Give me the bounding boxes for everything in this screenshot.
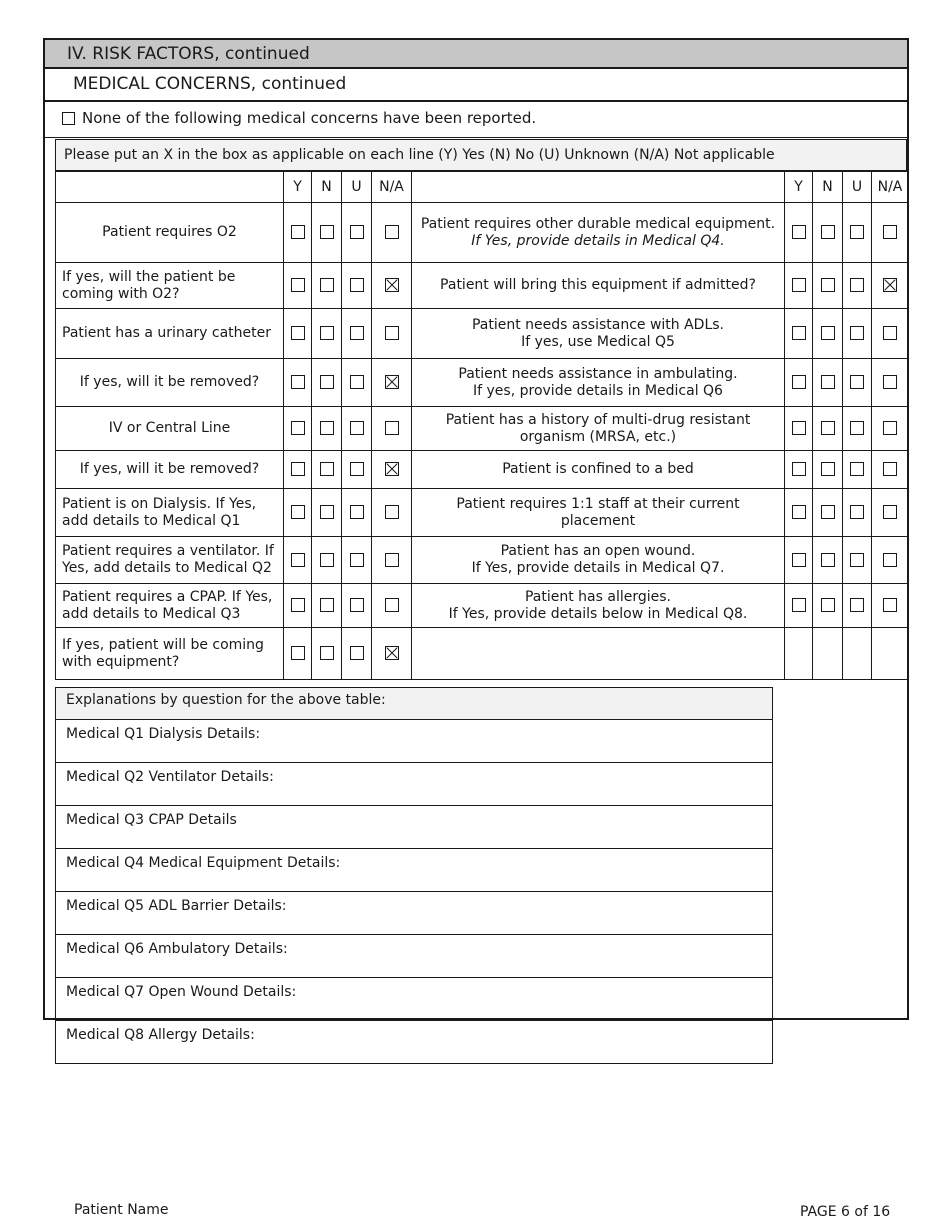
answer-checkbox[interactable] bbox=[850, 375, 864, 389]
answer-checkbox[interactable] bbox=[385, 646, 399, 660]
checkbox-cell bbox=[785, 451, 813, 489]
explanation-field[interactable]: Medical Q1 Dialysis Details: bbox=[56, 720, 773, 763]
instructions: Please put an X in the box as applicable on each line (Y) Yes (N) No (U) Unknown (N/A) Not applicable bbox=[55, 139, 907, 171]
checkbox-cell bbox=[312, 537, 342, 584]
answer-checkbox[interactable] bbox=[350, 505, 364, 519]
checkbox-cell bbox=[284, 203, 312, 263]
checkbox-cell bbox=[843, 584, 872, 628]
answer-checkbox[interactable] bbox=[385, 505, 399, 519]
subsection-title: MEDICAL CONCERNS, continued bbox=[45, 69, 907, 102]
row-label-right bbox=[412, 584, 785, 628]
explanation-field[interactable]: Medical Q7 Open Wound Details: bbox=[56, 978, 773, 1021]
answer-checkbox[interactable] bbox=[821, 326, 835, 340]
answer-checkbox[interactable] bbox=[850, 421, 864, 435]
answer-checkbox[interactable] bbox=[792, 421, 806, 435]
checkbox-cell bbox=[813, 451, 843, 489]
checkbox-cell bbox=[843, 451, 872, 489]
answer-checkbox[interactable] bbox=[385, 421, 399, 435]
answer-checkbox[interactable] bbox=[850, 553, 864, 567]
row-label-left: IV or Central Line bbox=[56, 407, 284, 451]
answer-checkbox[interactable] bbox=[291, 462, 305, 476]
header-col-right: N/A bbox=[872, 172, 909, 203]
checkbox-cell bbox=[372, 407, 412, 451]
row-label-left: Patient is on Dialysis. If Yes, add details to Medical Q1 bbox=[56, 489, 284, 537]
answer-checkbox[interactable] bbox=[850, 326, 864, 340]
checkbox-cell bbox=[312, 203, 342, 263]
checkbox-cell bbox=[312, 359, 342, 407]
checkbox-cell bbox=[785, 537, 813, 584]
checkbox-cell bbox=[342, 203, 372, 263]
table-row bbox=[56, 584, 909, 628]
answer-checkbox[interactable] bbox=[850, 278, 864, 292]
checkbox-cell bbox=[813, 263, 843, 309]
answer-checkbox[interactable] bbox=[320, 505, 334, 519]
checkbox-cell bbox=[785, 359, 813, 407]
table-row bbox=[56, 263, 909, 309]
checkbox-cell bbox=[342, 263, 372, 309]
table-row bbox=[56, 309, 909, 359]
answer-checkbox[interactable] bbox=[883, 326, 897, 340]
row-question: Patient needs assistance with ADLs. bbox=[471, 316, 725, 333]
row-note: If yes, provide details in Medical Q6 bbox=[473, 382, 723, 399]
answer-checkbox[interactable] bbox=[385, 326, 399, 340]
checkbox-cell bbox=[843, 263, 872, 309]
row-label-right bbox=[412, 309, 785, 359]
answer-checkbox[interactable] bbox=[385, 598, 399, 612]
row-label-right bbox=[412, 489, 785, 537]
explanation-row bbox=[56, 720, 773, 763]
checkbox-cell bbox=[813, 584, 843, 628]
row-note: If Yes, provide details in Medical Q4. bbox=[471, 232, 725, 249]
row-label-left: Patient requires a CPAP. If Yes, add details to Medical Q3 bbox=[56, 584, 284, 628]
answer-checkbox[interactable] bbox=[350, 375, 364, 389]
answer-checkbox[interactable] bbox=[291, 326, 305, 340]
row-question: Patient needs assistance in ambulating. bbox=[458, 365, 738, 382]
none-reported-label: None of the following medical concerns have been reported. bbox=[82, 109, 537, 127]
answer-checkbox[interactable] bbox=[320, 375, 334, 389]
checkbox-cell bbox=[284, 309, 312, 359]
checkbox-cell bbox=[872, 407, 909, 451]
none-reported-row bbox=[45, 102, 907, 138]
row-question: Patient has an open wound. bbox=[500, 543, 696, 559]
answer-checkbox[interactable] bbox=[320, 462, 334, 476]
checkbox-cell bbox=[312, 584, 342, 628]
answer-checkbox[interactable] bbox=[850, 505, 864, 519]
answer-checkbox[interactable] bbox=[850, 462, 864, 476]
checkbox-cell bbox=[342, 359, 372, 407]
row-label-left: If yes, will it be removed? bbox=[56, 451, 284, 489]
row-label-right bbox=[412, 537, 785, 584]
checkbox-cell bbox=[342, 584, 372, 628]
header-col-right: N bbox=[813, 172, 843, 203]
answer-checkbox[interactable] bbox=[850, 225, 864, 239]
answer-checkbox[interactable] bbox=[350, 462, 364, 476]
answer-checkbox[interactable] bbox=[883, 375, 897, 389]
checkbox-cell bbox=[813, 203, 843, 263]
row-label-right bbox=[412, 451, 785, 489]
answer-checkbox[interactable] bbox=[291, 225, 305, 239]
checkbox-cell bbox=[342, 407, 372, 451]
answer-checkbox[interactable] bbox=[792, 225, 806, 239]
checkbox-cell bbox=[785, 309, 813, 359]
row-label-right bbox=[412, 203, 785, 263]
explanation-row bbox=[56, 849, 773, 892]
answer-checkbox[interactable] bbox=[821, 598, 835, 612]
explanation-row bbox=[56, 806, 773, 849]
table-row bbox=[56, 628, 909, 680]
answer-checkbox[interactable] bbox=[792, 462, 806, 476]
table-row bbox=[56, 537, 909, 584]
row-question: Patient has allergies. bbox=[524, 588, 671, 605]
answer-checkbox[interactable] bbox=[291, 598, 305, 612]
checkbox-cell bbox=[312, 263, 342, 309]
answer-checkbox[interactable] bbox=[291, 375, 305, 389]
row-label-right bbox=[412, 407, 785, 451]
answer-checkbox[interactable] bbox=[821, 225, 835, 239]
checkbox-cell bbox=[342, 628, 372, 680]
answer-checkbox[interactable] bbox=[320, 225, 334, 239]
row-question: Patient will bring this equipment if admitted? bbox=[440, 277, 756, 293]
answer-checkbox[interactable] bbox=[350, 278, 364, 292]
checkbox-cell bbox=[284, 628, 312, 680]
checkbox-cell bbox=[843, 359, 872, 407]
checkbox-cell bbox=[284, 359, 312, 407]
answer-checkbox[interactable] bbox=[883, 225, 897, 239]
checkbox-cell bbox=[372, 628, 412, 680]
checkbox-cell bbox=[284, 263, 312, 309]
answer-checkbox[interactable] bbox=[821, 375, 835, 389]
explanation-row bbox=[56, 978, 773, 1021]
checkbox-cell bbox=[813, 537, 843, 584]
answer-checkbox[interactable] bbox=[320, 646, 334, 660]
answer-checkbox[interactable] bbox=[883, 505, 897, 519]
answer-checkbox[interactable] bbox=[792, 278, 806, 292]
empty-cell bbox=[813, 628, 843, 680]
section-title: IV. RISK FACTORS, continued bbox=[45, 40, 907, 69]
checkbox-cell bbox=[785, 263, 813, 309]
checkbox-cell bbox=[284, 451, 312, 489]
answer-checkbox[interactable] bbox=[385, 225, 399, 239]
checkbox-cell bbox=[843, 537, 872, 584]
checkbox-cell bbox=[342, 489, 372, 537]
explanation-field[interactable]: Medical Q2 Ventilator Details: bbox=[56, 763, 773, 806]
answer-checkbox[interactable] bbox=[385, 553, 399, 567]
answer-checkbox[interactable] bbox=[821, 505, 835, 519]
checkbox-cell bbox=[372, 359, 412, 407]
checkbox-cell bbox=[843, 309, 872, 359]
row-note: If yes, use Medical Q5 bbox=[521, 333, 675, 350]
answer-checkbox[interactable] bbox=[792, 375, 806, 389]
row-label-left: Patient has a urinary catheter bbox=[56, 309, 284, 359]
checkbox-cell bbox=[312, 407, 342, 451]
row-question: Patient is confined to a bed bbox=[502, 461, 694, 477]
header-blank-left bbox=[56, 172, 284, 203]
checkbox-cell bbox=[872, 203, 909, 263]
explanation-row bbox=[56, 935, 773, 978]
table-row bbox=[56, 407, 909, 451]
answer-checkbox[interactable] bbox=[350, 225, 364, 239]
medical-concerns-table bbox=[55, 171, 909, 680]
checkbox-cell bbox=[813, 309, 843, 359]
answer-checkbox[interactable] bbox=[320, 278, 334, 292]
checkbox-cell bbox=[372, 309, 412, 359]
answer-checkbox[interactable] bbox=[385, 375, 399, 389]
empty-cell bbox=[843, 628, 872, 680]
explanation-field[interactable]: Medical Q8 Allergy Details: bbox=[56, 1021, 773, 1064]
checkbox-cell bbox=[843, 407, 872, 451]
table-row bbox=[56, 359, 909, 407]
checkbox-cell bbox=[785, 407, 813, 451]
row-label-left: If yes, will the patient be coming with O2? bbox=[56, 263, 284, 309]
header-col-left: N/A bbox=[372, 172, 412, 203]
row-label-right bbox=[412, 263, 785, 309]
explanations-header: Explanations by question for the above table: bbox=[56, 688, 773, 720]
checkbox-cell bbox=[813, 359, 843, 407]
checkbox-cell bbox=[785, 584, 813, 628]
row-label-left: Patient requires a ventilator. If Yes, add details to Medical Q2 bbox=[56, 537, 284, 584]
checkbox-cell bbox=[785, 203, 813, 263]
answer-checkbox[interactable] bbox=[385, 462, 399, 476]
row-label-right bbox=[412, 359, 785, 407]
explanation-row bbox=[56, 892, 773, 935]
header-col-left: N bbox=[312, 172, 342, 203]
patient-name-label: Patient Name bbox=[74, 1202, 169, 1218]
answer-checkbox[interactable] bbox=[350, 553, 364, 567]
checkbox-cell bbox=[813, 407, 843, 451]
answer-checkbox[interactable] bbox=[320, 553, 334, 567]
answer-checkbox[interactable] bbox=[320, 421, 334, 435]
checkbox-cell bbox=[372, 584, 412, 628]
header-col-left: U bbox=[342, 172, 372, 203]
answer-checkbox[interactable] bbox=[350, 646, 364, 660]
row-question: Patient has a history of multi-drug resistant organism (MRSA, etc.) bbox=[445, 411, 751, 445]
checkbox-cell bbox=[372, 451, 412, 489]
answer-checkbox[interactable] bbox=[291, 421, 305, 435]
explanation-field[interactable]: Medical Q4 Medical Equipment Details: bbox=[56, 849, 773, 892]
checkbox-cell bbox=[872, 451, 909, 489]
answer-checkbox[interactable] bbox=[792, 326, 806, 340]
answer-checkbox[interactable] bbox=[883, 278, 897, 292]
empty-cell bbox=[412, 628, 785, 680]
header-blank-right bbox=[412, 172, 785, 203]
column-header-row bbox=[56, 172, 909, 203]
checkbox-cell bbox=[813, 489, 843, 537]
answer-checkbox[interactable] bbox=[821, 462, 835, 476]
page-number: PAGE 6 of 16 bbox=[800, 1204, 891, 1220]
answer-checkbox[interactable] bbox=[350, 598, 364, 612]
answer-checkbox[interactable] bbox=[385, 278, 399, 292]
answer-checkbox[interactable] bbox=[350, 421, 364, 435]
empty-cell bbox=[872, 628, 909, 680]
row-question: Patient requires other durable medical equipment. bbox=[420, 215, 776, 232]
checkbox-cell bbox=[872, 263, 909, 309]
checkbox-cell bbox=[342, 309, 372, 359]
checkbox-cell bbox=[872, 309, 909, 359]
checkbox-cell bbox=[872, 359, 909, 407]
answer-checkbox[interactable] bbox=[821, 278, 835, 292]
answer-checkbox[interactable] bbox=[291, 646, 305, 660]
checkbox-cell bbox=[372, 203, 412, 263]
header-col-right: Y bbox=[785, 172, 813, 203]
answer-checkbox[interactable] bbox=[821, 553, 835, 567]
row-question: Patient requires 1:1 staff at their current placement bbox=[456, 495, 740, 529]
empty-cell bbox=[785, 628, 813, 680]
header-col-left: Y bbox=[284, 172, 312, 203]
table-row bbox=[56, 203, 909, 263]
row-note: If Yes, provide details below in Medical Q8. bbox=[448, 605, 748, 622]
answer-checkbox[interactable] bbox=[291, 505, 305, 519]
table-row bbox=[56, 489, 909, 537]
checkbox-cell bbox=[872, 489, 909, 537]
checkbox-cell bbox=[872, 584, 909, 628]
table-row bbox=[56, 451, 909, 489]
answer-checkbox[interactable] bbox=[883, 421, 897, 435]
checkbox-cell bbox=[284, 407, 312, 451]
row-label-left: If yes, patient will be coming with equipment? bbox=[56, 628, 284, 680]
answer-checkbox[interactable] bbox=[883, 553, 897, 567]
checkbox-cell bbox=[284, 584, 312, 628]
explanation-row bbox=[56, 1021, 773, 1064]
checkbox-cell bbox=[872, 537, 909, 584]
answer-checkbox[interactable] bbox=[821, 421, 835, 435]
row-note: If Yes, provide details in Medical Q7. bbox=[471, 560, 725, 576]
checkbox-cell bbox=[372, 537, 412, 584]
answer-checkbox[interactable] bbox=[291, 553, 305, 567]
checkbox-cell bbox=[342, 451, 372, 489]
checkbox-cell bbox=[312, 628, 342, 680]
explanation-row bbox=[56, 763, 773, 806]
answer-checkbox[interactable] bbox=[850, 598, 864, 612]
checkbox-cell bbox=[843, 489, 872, 537]
header-col-right: U bbox=[843, 172, 872, 203]
answer-checkbox[interactable] bbox=[792, 598, 806, 612]
answer-checkbox[interactable] bbox=[320, 326, 334, 340]
checkbox-cell bbox=[284, 537, 312, 584]
checkbox-cell bbox=[312, 489, 342, 537]
row-label-left: If yes, will it be removed? bbox=[56, 359, 284, 407]
explanation-field[interactable]: Medical Q6 Ambulatory Details: bbox=[56, 935, 773, 978]
answer-checkbox[interactable] bbox=[320, 598, 334, 612]
checkbox-cell bbox=[843, 203, 872, 263]
answer-checkbox[interactable] bbox=[883, 598, 897, 612]
answer-checkbox[interactable] bbox=[883, 462, 897, 476]
explanation-field[interactable]: Medical Q3 CPAP Details bbox=[56, 806, 773, 849]
explanations-table bbox=[55, 687, 773, 1064]
row-label-left: Patient requires O2 bbox=[56, 203, 284, 263]
checkbox-cell bbox=[312, 451, 342, 489]
none-reported-checkbox[interactable] bbox=[62, 112, 75, 125]
checkbox-cell bbox=[312, 309, 342, 359]
answer-checkbox[interactable] bbox=[350, 326, 364, 340]
checkbox-cell bbox=[372, 489, 412, 537]
answer-checkbox[interactable] bbox=[792, 553, 806, 567]
checkbox-cell bbox=[785, 489, 813, 537]
answer-checkbox[interactable] bbox=[792, 505, 806, 519]
explanation-field[interactable]: Medical Q5 ADL Barrier Details: bbox=[56, 892, 773, 935]
checkbox-cell bbox=[372, 263, 412, 309]
checkbox-cell bbox=[284, 489, 312, 537]
answer-checkbox[interactable] bbox=[291, 278, 305, 292]
checkbox-cell bbox=[342, 537, 372, 584]
